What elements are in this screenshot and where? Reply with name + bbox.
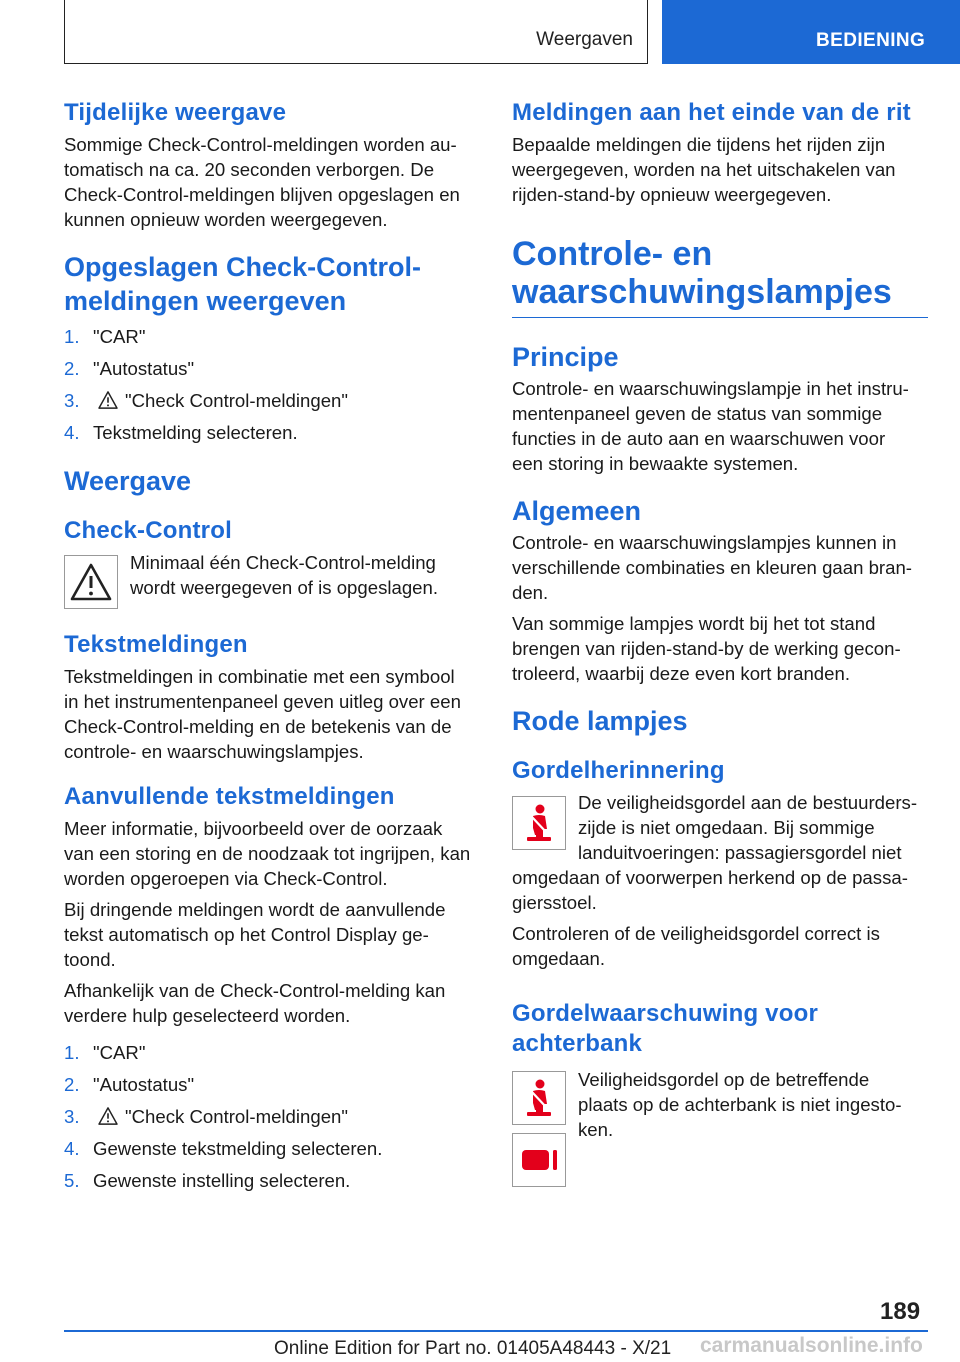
heading-weergave: Weergave [64,466,192,496]
list-item: 1. "CAR" [64,326,146,347]
paragraph-tijdelijk: Sommige Check-Control-meldingen worden au‐ tomatisch na ca. 20 seconden verborgen. De Check-Control-meldingen blijven opgeslagen en kunnen opnieuw worden weergegeven. [64,134,460,230]
heading-tekstmeldingen: Tekstmeldingen [64,631,248,658]
section-title: Weergaven [536,29,633,50]
heading-check-control: Check-Control [64,517,232,544]
paragraph-tekstmeldingen: Tekstmeldingen in combinatie met een symbool in het instrumentenpaneel geven uitleg over een Check-Control-melding en de betekenis van de controle- en waarschuwingslampjes. [64,666,461,762]
heading-opgeslagen: Opgeslagen Check-Control- meldingen weergeven [64,252,422,316]
left-column [64,98,478,1200]
paragraph-achterbank: Veiligheidsgordel op de betreffende plaats op de achterbank is niet ingesto‐ ken. [578,1069,902,1140]
gordel-block [512,790,928,915]
warning-triangle-icon [97,391,119,409]
paragraph-aanvullend-3: Afhankelijk van de Check-Control-melding kan verdere hulp geselecteerd worden. [64,980,446,1026]
warning-triangle-icon [97,1107,119,1125]
achterbank-block [512,1063,928,1187]
seatbelt-icon [512,1071,566,1125]
heading-controle-lampjes: Controle- en waarschuwingslampjes [512,235,928,318]
chapter-title: BEDIENING [816,30,926,51]
paragraph-einde: Bepaalde meldingen die tijdens het rijden zijn weergegeven, worden na het uitschakelen van rijden-stand-by opnieuw weergegeven. [512,134,896,205]
paragraph-aanvullend-1: Meer informatie, bijvoorbeeld over de oorzaak van een storing en de noodzaak tot ingrijpen, kan worden opgeroepen via Check-Control. [64,818,471,889]
rear-seat-icon [512,1133,566,1187]
heading-gordelwaarschuwing-achterbank: Gordelwaarschuwing voor achterbank [512,1000,818,1057]
paragraph-principe: Controle- en waarschuwingslampje in het instru‐ mentenpaneel geven de status van sommige functies in de auto aan en waarschuwen voor een storing in bewaakte systemen. [512,378,909,474]
heading-tijdelijke-weergave: Tijdelijke weergave [64,99,287,126]
heading-principe: Principe [512,342,619,372]
list-item: 3. "Check Control-meldingen" [64,1106,348,1127]
list-item: 5. Gewenste instelling selecteren. [64,1170,351,1191]
chapter-tab [662,0,960,64]
heading-gordelherinnering: Gordelherinnering [512,757,725,784]
check-control-row [64,550,478,610]
paragraph-aanvullend-2: Bij dringende meldingen wordt de aanvullende tekst automatisch op het Control Display ge‐ toond. [64,899,446,970]
footer-edition: Online Edition for Part no. 01405A48443 - X/21 [274,1338,672,1359]
list-item: 2. "Autostatus" [64,358,195,379]
steps-list-opgeslagen [64,324,478,445]
heading-aanvullende: Aanvullende tekstmeldingen [64,783,395,810]
list-item: 4. Gewenste tekstmelding selecteren. [64,1138,383,1159]
heading-algemeen: Algemeen [512,496,642,526]
right-column [512,98,928,1187]
steps-list-aanvullend [64,1040,478,1193]
list-item: 4. Tekstmelding selecteren. [64,422,298,443]
paragraph-gordel: De veiligheidsgordel aan de bestuurders‐ zijde is niet omgedaan. Bij sommige landuitvoeringen: passagiersgordel niet omgedaan of voorwerpen herkend op de passa‐ giersstoel. [512,792,918,913]
watermark: carmanualsonline.info [700,1334,923,1357]
paragraph-algemeen-1: Controle- en waarschuwingslampjes kunnen in verschillende combinaties en kleuren gaan bran‐ den. [512,532,913,603]
warning-triangle-icon [64,555,118,609]
list-item: 2. "Autostatus" [64,1074,195,1095]
paragraph-algemeen-2: Van sommige lampjes wordt bij het tot stand brengen van rijden-stand-by de werking gecon‐ troleerd, waarbij deze even kort branden. [512,613,901,684]
paragraph-gordel-2: Controleren of de veiligheidsgordel correct is omgedaan. [512,923,880,969]
header-bar [64,0,648,64]
heading-rode-lampjes: Rode lampjes [512,706,688,736]
paragraph-check-control: Minimaal één Check-Control-melding wordt weergegeven of is opgeslagen. [130,552,439,598]
list-item: 3. "Check Control-meldingen" [64,390,348,411]
list-item: 1. "CAR" [64,1042,146,1063]
footer-divider [64,1330,928,1332]
page-number: 189 [880,1298,921,1325]
heading-meldingen-einde: Meldingen aan het einde van de rit [512,99,911,126]
seatbelt-icon [512,796,566,850]
